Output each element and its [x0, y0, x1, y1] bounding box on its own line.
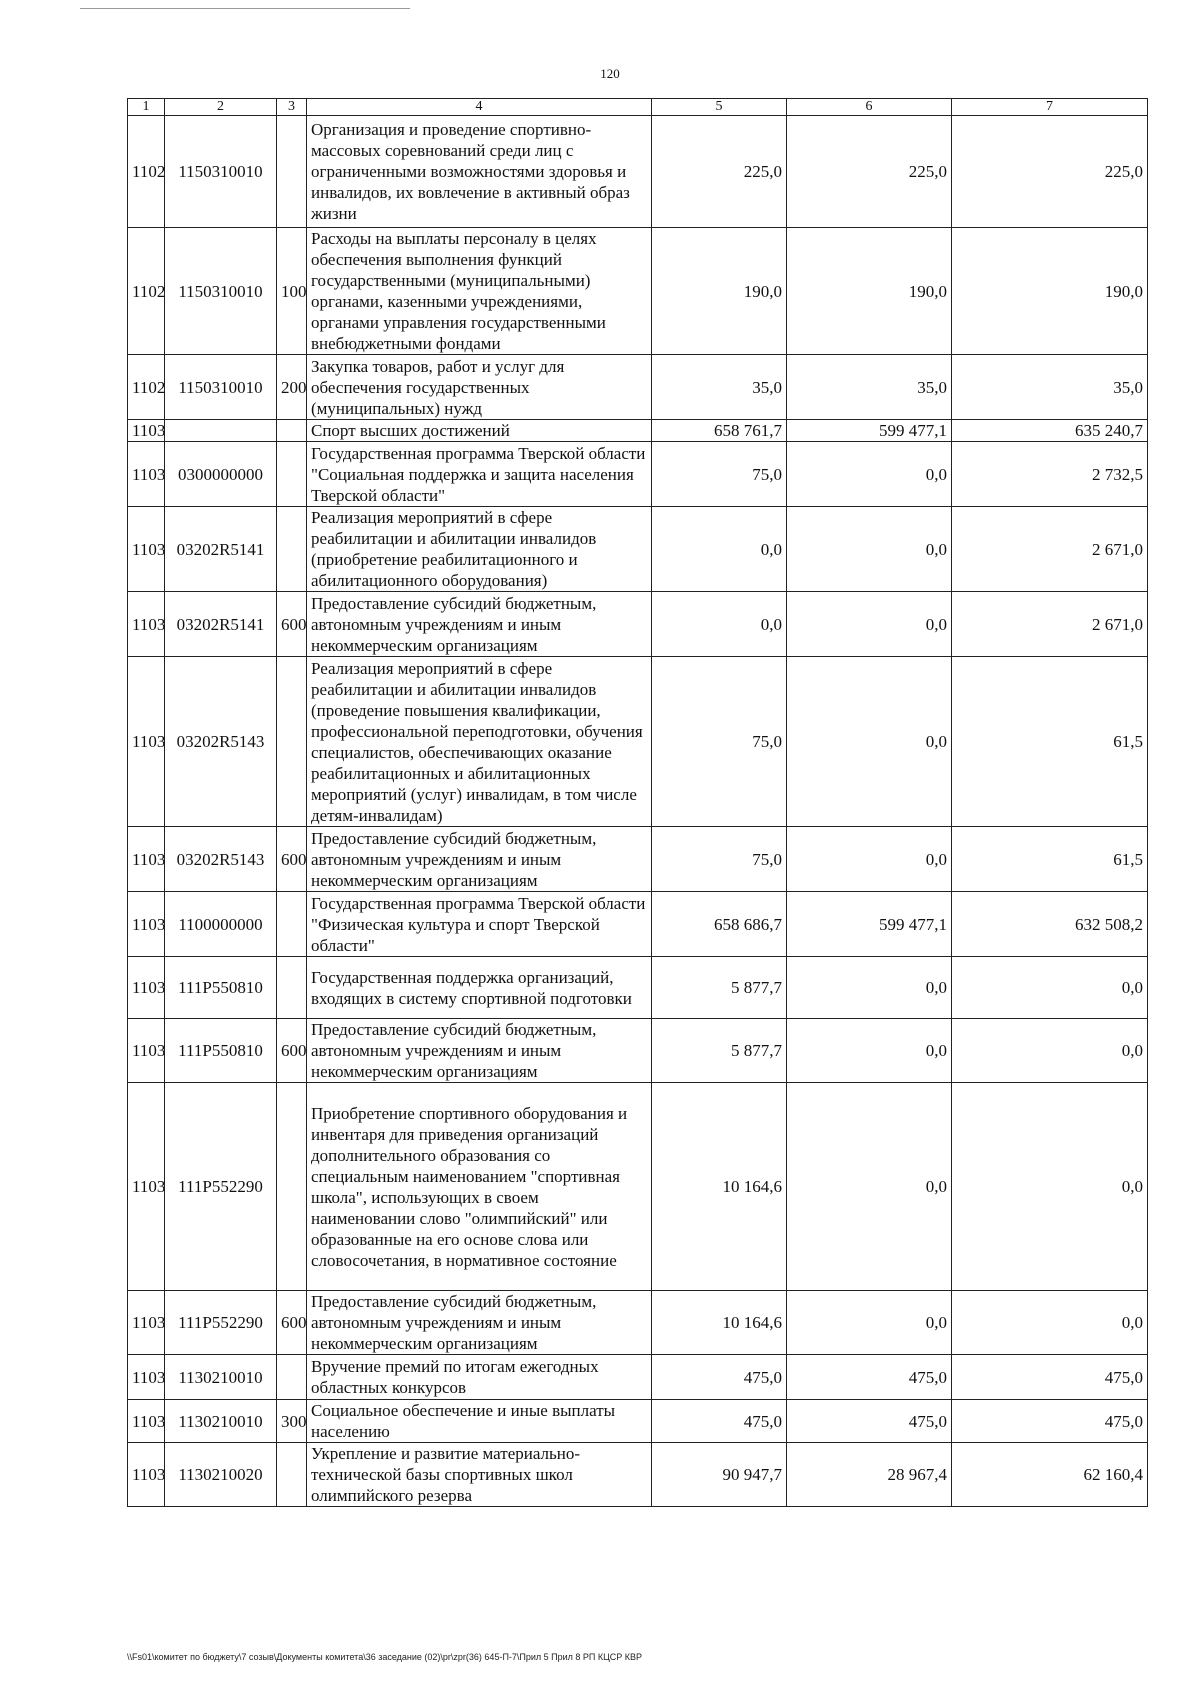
- amount-col5-cell: 0,0: [652, 507, 787, 592]
- amount-col5-cell: 5 877,7: [652, 957, 787, 1019]
- amount-col7-cell: 0,0: [952, 1291, 1148, 1355]
- amount-col5-cell: 475,0: [652, 1400, 787, 1443]
- amount-col7-cell: 2 671,0: [952, 507, 1148, 592]
- expense-type-cell: [277, 957, 307, 1019]
- column-header: 2: [165, 99, 277, 116]
- target-article-cell: [165, 420, 277, 442]
- description-cell: Государственная программа Тверской области "Социальная поддержка и защита населения Тверской области": [307, 442, 652, 507]
- amount-col5-cell: 658 686,7: [652, 892, 787, 957]
- table-row: [128, 507, 1148, 592]
- target-article-cell: 1150310010: [165, 355, 277, 420]
- amount-col6-cell: 599 477,1: [787, 892, 952, 957]
- amount-col7-cell: 0,0: [952, 957, 1148, 1019]
- section-code-cell: 1103: [128, 1291, 165, 1355]
- target-article-cell: 1130210010: [165, 1355, 277, 1400]
- expense-type-cell: 200: [277, 355, 307, 420]
- target-article-cell: 03202R5141: [165, 592, 277, 657]
- table-row: [128, 827, 1148, 892]
- expense-type-cell: [277, 892, 307, 957]
- expense-type-cell: [277, 420, 307, 442]
- description-cell: Реализация мероприятий в сфере реабилитации и абилитации инвалидов (проведение повышения квалификации, профессиональной переподготовки, обучения специалистов, обеспечивающих оказание реабилитационных и абилитационных мероприятий (услуг) инвалидам, в том числе детям-инвалидам): [307, 657, 652, 827]
- expense-type-cell: 600: [277, 1291, 307, 1355]
- amount-col7-cell: 0,0: [952, 1019, 1148, 1083]
- expense-type-cell: [277, 507, 307, 592]
- description-cell: Реализация мероприятий в сфере реабилитации и абилитации инвалидов (приобретение реабилитационного и абилитационного оборудования): [307, 507, 652, 592]
- amount-col5-cell: 10 164,6: [652, 1291, 787, 1355]
- amount-col7-cell: 190,0: [952, 228, 1148, 355]
- table-row: [128, 1355, 1148, 1400]
- amount-col7-cell: 2 732,5: [952, 442, 1148, 507]
- amount-col5-cell: 75,0: [652, 827, 787, 892]
- amount-col5-cell: 5 877,7: [652, 1019, 787, 1083]
- amount-col7-cell: 2 671,0: [952, 592, 1148, 657]
- section-code-cell: 1103: [128, 420, 165, 442]
- amount-col6-cell: 225,0: [787, 116, 952, 228]
- target-article-cell: 111P550810: [165, 957, 277, 1019]
- section-code-cell: 1103: [128, 1400, 165, 1443]
- amount-col7-cell: 475,0: [952, 1400, 1148, 1443]
- expense-type-cell: 600: [277, 827, 307, 892]
- expense-type-cell: [277, 1355, 307, 1400]
- table-row: [128, 957, 1148, 1019]
- amount-col6-cell: 599 477,1: [787, 420, 952, 442]
- section-code-cell: 1102: [128, 116, 165, 228]
- description-cell: Расходы на выплаты персоналу в целях обеспечения выполнения функций государственными (муниципальными) органами, казенными учреждениями, органами управления государственными внебюджетными фондами: [307, 228, 652, 355]
- amount-col5-cell: 190,0: [652, 228, 787, 355]
- column-header: 4: [307, 99, 652, 116]
- amount-col6-cell: 0,0: [787, 657, 952, 827]
- section-code-cell: 1103: [128, 892, 165, 957]
- amount-col7-cell: 61,5: [952, 657, 1148, 827]
- section-code-cell: 1103: [128, 657, 165, 827]
- expense-type-cell: 100: [277, 228, 307, 355]
- table-row: [128, 1083, 1148, 1291]
- amount-col7-cell: 632 508,2: [952, 892, 1148, 957]
- table-row: [128, 420, 1148, 442]
- expense-type-cell: 300: [277, 1400, 307, 1443]
- page-number: 120: [600, 66, 620, 81]
- expense-type-cell: [277, 1443, 307, 1507]
- target-article-cell: 1100000000: [165, 892, 277, 957]
- expense-type-cell: 600: [277, 1019, 307, 1083]
- amount-col6-cell: 475,0: [787, 1355, 952, 1400]
- table-row: [128, 592, 1148, 657]
- expense-type-cell: [277, 1083, 307, 1291]
- target-article-cell: 111P550810: [165, 1019, 277, 1083]
- section-code-cell: 1103: [128, 1443, 165, 1507]
- description-cell: Предоставление субсидий бюджетным, автономным учреждениям и иным некоммерческим организациям: [307, 1019, 652, 1083]
- amount-col6-cell: 35,0: [787, 355, 952, 420]
- column-header: 3: [277, 99, 307, 116]
- column-header: 6: [787, 99, 952, 116]
- table-row: [128, 355, 1148, 420]
- budget-table: [127, 98, 1148, 1507]
- description-cell: Укрепление и развитие материально-технической базы спортивных школ олимпийского резерва: [307, 1443, 652, 1507]
- section-code-cell: 1103: [128, 827, 165, 892]
- description-cell: Социальное обеспечение и иные выплаты населению: [307, 1400, 652, 1443]
- section-code-cell: 1102: [128, 228, 165, 355]
- description-cell: Предоставление субсидий бюджетным, автономным учреждениям и иным некоммерческим организациям: [307, 827, 652, 892]
- expense-type-cell: [277, 657, 307, 827]
- amount-col5-cell: 75,0: [652, 442, 787, 507]
- target-article-cell: 03202R5143: [165, 827, 277, 892]
- amount-col7-cell: 475,0: [952, 1355, 1148, 1400]
- target-article-cell: 1150310010: [165, 228, 277, 355]
- table-row: [128, 116, 1148, 228]
- amount-col7-cell: 35,0: [952, 355, 1148, 420]
- header-row: [128, 99, 1148, 116]
- amount-col5-cell: 225,0: [652, 116, 787, 228]
- table-row: [128, 892, 1148, 957]
- table-row: [128, 1400, 1148, 1443]
- section-code-cell: 1103: [128, 1019, 165, 1083]
- column-header: 7: [952, 99, 1148, 116]
- section-code-cell: 1103: [128, 507, 165, 592]
- table-row: [128, 657, 1148, 827]
- expense-type-cell: [277, 116, 307, 228]
- description-cell: Государственная программа Тверской области "Физическая культура и спорт Тверской области": [307, 892, 652, 957]
- amount-col6-cell: 0,0: [787, 1291, 952, 1355]
- description-cell: Приобретение спортивного оборудования и инвентаря для приведения организаций дополнительного образования со специальным наименованием "спортивная школа", использующих в своем наименовании слово "олимпийский" или образованные на его основе слова или словосочетания, в нормативное состояние: [307, 1083, 652, 1291]
- amount-col6-cell: 0,0: [787, 592, 952, 657]
- description-cell: Закупка товаров, работ и услуг для обеспечения государственных (муниципальных) нужд: [307, 355, 652, 420]
- target-article-cell: 111P552290: [165, 1291, 277, 1355]
- description-cell: Государственная поддержка организаций, входящих в систему спортивной подготовки: [307, 957, 652, 1019]
- target-article-cell: 03202R5141: [165, 507, 277, 592]
- table-row: [128, 1443, 1148, 1507]
- table-row: [128, 442, 1148, 507]
- amount-col7-cell: 635 240,7: [952, 420, 1148, 442]
- amount-col6-cell: 0,0: [787, 957, 952, 1019]
- target-article-cell: 03202R5143: [165, 657, 277, 827]
- amount-col7-cell: 225,0: [952, 116, 1148, 228]
- target-article-cell: 0300000000: [165, 442, 277, 507]
- target-article-cell: 111P552290: [165, 1083, 277, 1291]
- amount-col7-cell: 0,0: [952, 1083, 1148, 1291]
- section-code-cell: 1103: [128, 1355, 165, 1400]
- footer-file-path: \\Fs01\комитет по бюджету\7 созыв\Документы комитета\36 заседание (02)\pr\zpr(36) 645-П-7\Прил 5 Прил 8 РП КЦСР КВР: [127, 1652, 643, 1662]
- column-header: 1: [128, 99, 165, 116]
- amount-col5-cell: 35,0: [652, 355, 787, 420]
- amount-col5-cell: 0,0: [652, 592, 787, 657]
- amount-col5-cell: 658 761,7: [652, 420, 787, 442]
- description-cell: Предоставление субсидий бюджетным, автономным учреждениям и иным некоммерческим организациям: [307, 592, 652, 657]
- target-article-cell: 1130210010: [165, 1400, 277, 1443]
- section-code-cell: 1103: [128, 1083, 165, 1291]
- description-cell: Спорт высших достижений: [307, 420, 652, 442]
- table-row: [128, 228, 1148, 355]
- target-article-cell: 1130210020: [165, 1443, 277, 1507]
- description-cell: Организация и проведение спортивно-массовых соревнований среди лиц с ограниченными возможностями здоровья и инвалидов, их вовлечение в активный образ жизни: [307, 116, 652, 228]
- amount-col6-cell: 0,0: [787, 442, 952, 507]
- amount-col5-cell: 10 164,6: [652, 1083, 787, 1291]
- table-row: [128, 1019, 1148, 1083]
- amount-col5-cell: 75,0: [652, 657, 787, 827]
- amount-col6-cell: 0,0: [787, 507, 952, 592]
- amount-col6-cell: 0,0: [787, 1019, 952, 1083]
- top-rule: [80, 8, 410, 9]
- amount-col5-cell: 475,0: [652, 1355, 787, 1400]
- section-code-cell: 1103: [128, 442, 165, 507]
- amount-col6-cell: 0,0: [787, 827, 952, 892]
- section-code-cell: 1103: [128, 957, 165, 1019]
- amount-col6-cell: 475,0: [787, 1400, 952, 1443]
- amount-col6-cell: 0,0: [787, 1083, 952, 1291]
- table-row: [128, 1291, 1148, 1355]
- section-code-cell: 1102: [128, 355, 165, 420]
- amount-col7-cell: 61,5: [952, 827, 1148, 892]
- amount-col5-cell: 90 947,7: [652, 1443, 787, 1507]
- expense-type-cell: [277, 442, 307, 507]
- amount-col7-cell: 62 160,4: [952, 1443, 1148, 1507]
- column-header: 5: [652, 99, 787, 116]
- target-article-cell: 1150310010: [165, 116, 277, 228]
- amount-col6-cell: 190,0: [787, 228, 952, 355]
- section-code-cell: 1103: [128, 592, 165, 657]
- description-cell: Вручение премий по итогам ежегодных областных конкурсов: [307, 1355, 652, 1400]
- description-cell: Предоставление субсидий бюджетным, автономным учреждениям и иным некоммерческим организациям: [307, 1291, 652, 1355]
- amount-col6-cell: 28 967,4: [787, 1443, 952, 1507]
- expense-type-cell: 600: [277, 592, 307, 657]
- table-body: [128, 116, 1148, 1507]
